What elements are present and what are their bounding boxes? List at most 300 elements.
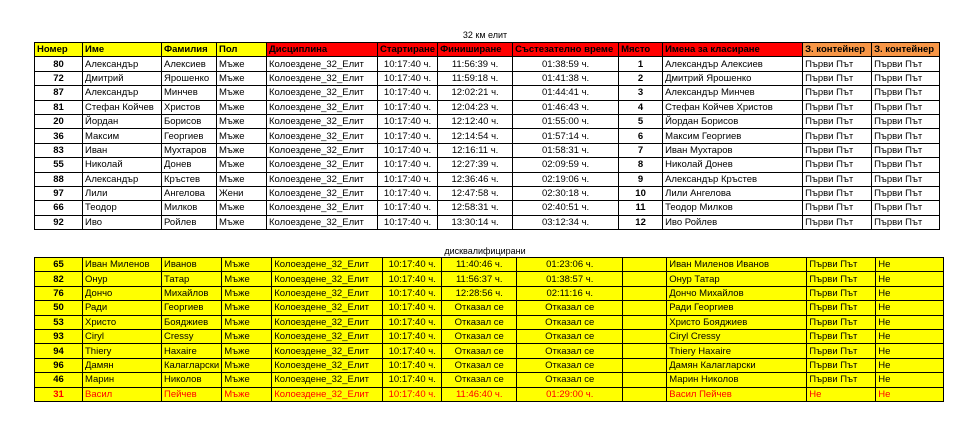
number-cell: 92	[35, 215, 83, 229]
sex-cell: Мъже	[222, 301, 272, 315]
start-cell: 10:17:40 ч.	[378, 71, 438, 85]
container-1-cell: Първи Път	[807, 286, 876, 300]
place-cell	[623, 358, 667, 372]
discipline-cell: Колоездене_32_Елит	[272, 315, 383, 329]
sex-cell: Мъже	[217, 158, 267, 172]
start-cell: 10:17:40 ч.	[378, 86, 438, 100]
container-1-cell: Първи Път	[807, 358, 876, 372]
last-name-cell: Михайлов	[162, 286, 222, 300]
header-finish: Финиширане	[438, 43, 513, 57]
container-2-cell: Не	[876, 315, 944, 329]
result-row	[35, 129, 940, 143]
ranking-name-cell: Александър Кръстев	[663, 172, 803, 186]
start-cell: 10:17:40 ч.	[383, 258, 442, 272]
start-cell: 10:17:40 ч.	[378, 158, 438, 172]
ranking-name-cell: Лили Ангелова	[663, 186, 803, 200]
ranking-name-cell: Стефан Койчев Христов	[663, 100, 803, 114]
ranking-name-cell: Thiery Haxaire	[667, 344, 807, 358]
result-row	[35, 114, 940, 128]
disqualified-row	[35, 358, 944, 372]
ranking-name-cell: Максим Георгиев	[663, 129, 803, 143]
sex-cell: Мъже	[217, 172, 267, 186]
container-2-cell: Първи Път	[872, 129, 940, 143]
start-cell: 10:17:40 ч.	[383, 358, 442, 372]
place-cell	[623, 387, 667, 401]
container-2-cell: Първи Път	[872, 186, 940, 200]
discipline-cell: Колоездене_32_Елит	[272, 329, 383, 343]
first-name-cell: Ради	[83, 301, 162, 315]
finish-cell: 11:56:39 ч.	[438, 57, 513, 71]
number-cell: 96	[35, 358, 83, 372]
first-name-cell: Александър	[83, 172, 162, 186]
ranking-name-cell: Марин Николов	[667, 373, 807, 387]
race-time-cell: 01:23:06 ч.	[517, 258, 623, 272]
race-time-cell: 01:41:38 ч.	[513, 71, 619, 85]
first-name-cell: Васил	[83, 387, 162, 401]
container-2-cell: Първи Път	[872, 143, 940, 157]
place-cell	[623, 315, 667, 329]
number-cell: 66	[35, 201, 83, 215]
container-1-cell: Първи Път	[803, 86, 872, 100]
result-row	[35, 186, 940, 200]
race-time-cell: Отказал се	[517, 358, 623, 372]
finish-cell: 12:12:40 ч.	[438, 114, 513, 128]
number-cell: 20	[35, 114, 83, 128]
race-time-cell: 03:12:34 ч.	[513, 215, 619, 229]
container-2-cell: Първи Път	[872, 172, 940, 186]
container-1-cell: Първи Път	[807, 315, 876, 329]
number-cell: 80	[35, 57, 83, 71]
place-cell: 5	[619, 114, 663, 128]
finish-cell: 12:47:58 ч.	[438, 186, 513, 200]
race-time-cell: Отказал се	[517, 344, 623, 358]
start-cell: 10:17:40 ч.	[383, 315, 442, 329]
first-name-cell: Иван Миленов	[83, 258, 162, 272]
last-name-cell: Ангелова	[162, 186, 217, 200]
race-time-cell: 01:38:59 ч.	[513, 57, 619, 71]
race-time-cell: 02:19:06 ч.	[513, 172, 619, 186]
container-1-cell: Първи Път	[803, 100, 872, 114]
number-cell: 53	[35, 315, 83, 329]
discipline-cell: Колоездене_32_Елит	[272, 358, 383, 372]
discipline-cell: Колоездене_32_Елит	[267, 100, 378, 114]
sex-cell: Мъже	[222, 286, 272, 300]
place-cell	[623, 272, 667, 286]
discipline-cell: Колоездене_32_Елит	[267, 215, 378, 229]
results-table	[34, 42, 940, 230]
container-1-cell: Първи Път	[803, 57, 872, 71]
number-cell: 81	[35, 100, 83, 114]
result-row	[35, 100, 940, 114]
results-title: 32 км елит	[462, 30, 508, 40]
disqualified-row	[35, 272, 944, 286]
disqualified-row	[35, 387, 944, 401]
disqualified-row	[35, 286, 944, 300]
race-time-cell: 01:55:00 ч.	[513, 114, 619, 128]
first-name-cell: Стефан Койчев	[83, 100, 162, 114]
start-cell: 10:17:40 ч.	[383, 272, 442, 286]
place-cell: 12	[619, 215, 663, 229]
first-name-cell: Максим	[83, 129, 162, 143]
last-name-cell: Мухтаров	[162, 143, 217, 157]
finish-cell: Отказал се	[442, 358, 517, 372]
ranking-name-cell: Теодор Милков	[663, 201, 803, 215]
place-cell	[623, 258, 667, 272]
place-cell	[623, 301, 667, 315]
first-name-cell: Николай	[83, 158, 162, 172]
header-race-time: Състезателно време	[513, 43, 619, 57]
last-name-cell: Кръстев	[162, 172, 217, 186]
container-1-cell: Първи Път	[803, 201, 872, 215]
ranking-name-cell: Дончо Михайлов	[667, 286, 807, 300]
finish-cell: Отказал се	[442, 344, 517, 358]
last-name-cell: Пейчев	[162, 387, 222, 401]
race-time-cell: 01:58:31 ч.	[513, 143, 619, 157]
disqualified-row	[35, 373, 944, 387]
sex-cell: Мъже	[222, 358, 272, 372]
last-name-cell: Cressy	[162, 329, 222, 343]
sex-cell: Мъже	[222, 344, 272, 358]
race-time-cell: 01:46:43 ч.	[513, 100, 619, 114]
header-first-name: Име	[83, 43, 162, 57]
header-discipline: Дисциплина	[267, 43, 378, 57]
container-2-cell: Първи Път	[872, 215, 940, 229]
result-row	[35, 143, 940, 157]
last-name-cell: Калагларски	[162, 358, 222, 372]
start-cell: 10:17:40 ч.	[378, 129, 438, 143]
result-row	[35, 57, 940, 71]
discipline-cell: Колоездене_32_Елит	[267, 86, 378, 100]
finish-cell: 11:40:46 ч.	[442, 258, 517, 272]
finish-cell: 12:14:54 ч.	[438, 129, 513, 143]
ranking-name-cell: Иван Миленов Иванов	[667, 258, 807, 272]
ranking-name-cell: Йордан Борисов	[663, 114, 803, 128]
sex-cell: Мъже	[217, 86, 267, 100]
last-name-cell: Николов	[162, 373, 222, 387]
place-cell	[623, 373, 667, 387]
disqualified-row	[35, 258, 944, 272]
finish-cell: 12:27:39 ч.	[438, 158, 513, 172]
first-name-cell: Христо	[83, 315, 162, 329]
header-container-2: З. контейнер	[872, 43, 940, 57]
number-cell: 88	[35, 172, 83, 186]
disqualified-row	[35, 329, 944, 343]
place-cell: 3	[619, 86, 663, 100]
place-cell: 10	[619, 186, 663, 200]
container-1-cell: Първи Път	[807, 272, 876, 286]
first-name-cell: Александър	[83, 57, 162, 71]
last-name-cell: Минчев	[162, 86, 217, 100]
race-time-cell: Отказал се	[517, 373, 623, 387]
place-cell: 4	[619, 100, 663, 114]
discipline-cell: Колоездене_32_Елит	[267, 129, 378, 143]
last-name-cell: Милков	[162, 201, 217, 215]
ranking-name-cell: Васил Пейчев	[667, 387, 807, 401]
sex-cell: Мъже	[222, 315, 272, 329]
place-cell: 2	[619, 71, 663, 85]
header-container-1: З. контейнер	[803, 43, 872, 57]
race-time-cell: 02:40:51 ч.	[513, 201, 619, 215]
container-2-cell: Не	[876, 344, 944, 358]
ranking-name-cell: Иво Ройлев	[663, 215, 803, 229]
sex-cell: Мъже	[217, 129, 267, 143]
discipline-cell: Колоездене_32_Елит	[272, 387, 383, 401]
ranking-name-cell: Дмитрий Ярошенко	[663, 71, 803, 85]
first-name-cell: Дончо	[83, 286, 162, 300]
container-1-cell: Не	[807, 387, 876, 401]
ranking-name-cell: Александър Минчев	[663, 86, 803, 100]
last-name-cell: Христов	[162, 100, 217, 114]
discipline-cell: Колоездене_32_Елит	[267, 71, 378, 85]
first-name-cell: Онур	[83, 272, 162, 286]
place-cell	[623, 329, 667, 343]
result-row	[35, 201, 940, 215]
container-2-cell: Първи Път	[872, 114, 940, 128]
race-time-cell: 01:29:00 ч.	[517, 387, 623, 401]
sex-cell: Мъже	[222, 329, 272, 343]
finish-cell: 12:36:46 ч.	[438, 172, 513, 186]
discipline-cell: Колоездене_32_Елит	[272, 286, 383, 300]
finish-cell: 13:30:14 ч.	[438, 215, 513, 229]
race-time-cell: 02:09:59 ч.	[513, 158, 619, 172]
start-cell: 10:17:40 ч.	[383, 387, 442, 401]
place-cell: 7	[619, 143, 663, 157]
start-cell: 10:17:40 ч.	[383, 373, 442, 387]
finish-cell: 11:59:18 ч.	[438, 71, 513, 85]
start-cell: 10:17:40 ч.	[378, 186, 438, 200]
finish-cell: 12:04:23 ч.	[438, 100, 513, 114]
header-ranking-name: Имена за класиране	[663, 43, 803, 57]
race-time-cell: 01:38:57 ч.	[517, 272, 623, 286]
sex-cell: Мъже	[217, 201, 267, 215]
container-2-cell: Не	[876, 358, 944, 372]
number-cell: 97	[35, 186, 83, 200]
container-1-cell: Първи Път	[803, 114, 872, 128]
last-name-cell: Георгиев	[162, 301, 222, 315]
container-2-cell: Не	[876, 373, 944, 387]
race-time-cell: Отказал се	[517, 329, 623, 343]
discipline-cell: Колоездене_32_Елит	[267, 114, 378, 128]
finish-cell: 12:58:31 ч.	[438, 201, 513, 215]
race-time-cell: Отказал се	[517, 315, 623, 329]
container-2-cell: Първи Път	[872, 201, 940, 215]
container-1-cell: Първи Път	[803, 129, 872, 143]
first-name-cell: Дмитрий	[83, 71, 162, 85]
last-name-cell: Ярошенко	[162, 71, 217, 85]
container-2-cell: Първи Път	[872, 57, 940, 71]
number-cell: 46	[35, 373, 83, 387]
header-last-name: Фамилия	[162, 43, 217, 57]
sex-cell: Мъже	[217, 143, 267, 157]
number-cell: 94	[35, 344, 83, 358]
header-start: Стартиране	[378, 43, 438, 57]
finish-cell: Отказал се	[442, 301, 517, 315]
finish-cell: Отказал се	[442, 315, 517, 329]
first-name-cell: Иван	[83, 143, 162, 157]
place-cell: 11	[619, 201, 663, 215]
container-2-cell: Не	[876, 286, 944, 300]
start-cell: 10:17:40 ч.	[378, 114, 438, 128]
last-name-cell: Иванов	[162, 258, 222, 272]
start-cell: 10:17:40 ч.	[378, 57, 438, 71]
sex-cell: Мъже	[217, 215, 267, 229]
place-cell	[623, 286, 667, 300]
number-cell: 72	[35, 71, 83, 85]
discipline-cell: Колоездене_32_Елит	[272, 301, 383, 315]
finish-cell: 12:02:21 ч.	[438, 86, 513, 100]
sex-cell: Мъже	[222, 272, 272, 286]
number-cell: 50	[35, 301, 83, 315]
container-1-cell: Първи Път	[803, 186, 872, 200]
discipline-cell: Колоездене_32_Елит	[267, 57, 378, 71]
result-row	[35, 71, 940, 85]
place-cell: 9	[619, 172, 663, 186]
number-cell: 87	[35, 86, 83, 100]
ranking-name-cell: Ciryl Cressy	[667, 329, 807, 343]
disqualified-row	[35, 315, 944, 329]
container-1-cell: Първи Път	[803, 158, 872, 172]
container-2-cell: Не	[876, 387, 944, 401]
sex-cell: Мъже	[217, 100, 267, 114]
container-2-cell: Не	[876, 258, 944, 272]
finish-cell: 11:46:40 ч.	[442, 387, 517, 401]
start-cell: 10:17:40 ч.	[383, 344, 442, 358]
ranking-name-cell: Дамян Калагларски	[667, 358, 807, 372]
last-name-cell: Борисов	[162, 114, 217, 128]
header-number: Номер	[35, 43, 83, 57]
discipline-cell: Колоездене_32_Елит	[267, 201, 378, 215]
sex-cell: Жени	[217, 186, 267, 200]
place-cell: 1	[619, 57, 663, 71]
first-name-cell: Йордан	[83, 114, 162, 128]
disqualified-row	[35, 301, 944, 315]
place-cell	[623, 344, 667, 358]
container-1-cell: Първи Път	[803, 143, 872, 157]
disqualified-table	[34, 257, 944, 402]
sex-cell: Мъже	[217, 57, 267, 71]
discipline-cell: Колоездене_32_Елит	[267, 172, 378, 186]
container-2-cell: Първи Път	[872, 158, 940, 172]
container-1-cell: Първи Път	[807, 258, 876, 272]
ranking-name-cell: Александър Алексиев	[663, 57, 803, 71]
number-cell: 31	[35, 387, 83, 401]
disqualified-row	[35, 344, 944, 358]
start-cell: 10:17:40 ч.	[383, 301, 442, 315]
sex-cell: Мъже	[222, 373, 272, 387]
container-2-cell: Не	[876, 329, 944, 343]
finish-cell: 12:28:56 ч.	[442, 286, 517, 300]
last-name-cell: Донев	[162, 158, 217, 172]
result-row	[35, 86, 940, 100]
race-time-cell: 02:30:18 ч.	[513, 186, 619, 200]
container-2-cell: Не	[876, 272, 944, 286]
sex-cell: Мъже	[217, 71, 267, 85]
finish-cell: 12:16:11 ч.	[438, 143, 513, 157]
first-name-cell: Александър	[83, 86, 162, 100]
number-cell: 36	[35, 129, 83, 143]
header-row	[35, 43, 940, 57]
last-name-cell: Бояджиев	[162, 315, 222, 329]
first-name-cell: Теодор	[83, 201, 162, 215]
disqualified-title: дисквалифицирани	[444, 246, 526, 256]
first-name-cell: Иво	[83, 215, 162, 229]
ranking-name-cell: Иван Мухтаров	[663, 143, 803, 157]
first-name-cell: Ciryl	[83, 329, 162, 343]
race-time-cell: 02:11:16 ч.	[517, 286, 623, 300]
first-name-cell: Дамян	[83, 358, 162, 372]
discipline-cell: Колоездене_32_Елит	[272, 373, 383, 387]
start-cell: 10:17:40 ч.	[378, 172, 438, 186]
discipline-cell: Колоездене_32_Елит	[272, 344, 383, 358]
discipline-cell: Колоездене_32_Елит	[267, 186, 378, 200]
container-1-cell: Първи Път	[803, 172, 872, 186]
container-1-cell: Първи Път	[807, 344, 876, 358]
container-2-cell: Първи Път	[872, 86, 940, 100]
place-cell: 8	[619, 158, 663, 172]
start-cell: 10:17:40 ч.	[378, 215, 438, 229]
container-2-cell: Първи Път	[872, 100, 940, 114]
race-time-cell: Отказал се	[517, 301, 623, 315]
finish-cell: Отказал се	[442, 329, 517, 343]
ranking-name-cell: Николай Донев	[663, 158, 803, 172]
last-name-cell: Ройлев	[162, 215, 217, 229]
container-1-cell: Първи Път	[807, 329, 876, 343]
place-cell: 6	[619, 129, 663, 143]
start-cell: 10:17:40 ч.	[383, 286, 442, 300]
sex-cell: Мъже	[222, 258, 272, 272]
header-place: Място	[619, 43, 663, 57]
number-cell: 55	[35, 158, 83, 172]
result-row	[35, 215, 940, 229]
race-time-cell: 01:57:14 ч.	[513, 129, 619, 143]
last-name-cell: Татар	[162, 272, 222, 286]
last-name-cell: Алексиев	[162, 57, 217, 71]
ranking-name-cell: Ради Георгиев	[667, 301, 807, 315]
container-2-cell: Не	[876, 301, 944, 315]
race-time-cell: 01:44:41 ч.	[513, 86, 619, 100]
start-cell: 10:17:40 ч.	[378, 201, 438, 215]
first-name-cell: Лили	[83, 186, 162, 200]
number-cell: 93	[35, 329, 83, 343]
container-1-cell: Първи Път	[803, 71, 872, 85]
start-cell: 10:17:40 ч.	[383, 329, 442, 343]
result-row	[35, 158, 940, 172]
sex-cell: Мъже	[222, 387, 272, 401]
number-cell: 65	[35, 258, 83, 272]
finish-cell: 11:56:37 ч.	[442, 272, 517, 286]
discipline-cell: Колоездене_32_Елит	[272, 272, 383, 286]
header-sex: Пол	[217, 43, 267, 57]
number-cell: 82	[35, 272, 83, 286]
last-name-cell: Haxaire	[162, 344, 222, 358]
first-name-cell: Марин	[83, 373, 162, 387]
start-cell: 10:17:40 ч.	[378, 143, 438, 157]
last-name-cell: Георгиев	[162, 129, 217, 143]
container-1-cell: Първи Път	[803, 215, 872, 229]
discipline-cell: Колоездене_32_Елит	[272, 258, 383, 272]
sex-cell: Мъже	[217, 114, 267, 128]
start-cell: 10:17:40 ч.	[378, 100, 438, 114]
number-cell: 83	[35, 143, 83, 157]
first-name-cell: Thiery	[83, 344, 162, 358]
discipline-cell: Колоездене_32_Елит	[267, 143, 378, 157]
ranking-name-cell: Христо Бояджиев	[667, 315, 807, 329]
container-2-cell: Първи Път	[872, 71, 940, 85]
number-cell: 76	[35, 286, 83, 300]
discipline-cell: Колоездене_32_Елит	[267, 158, 378, 172]
result-row	[35, 172, 940, 186]
ranking-name-cell: Онур Татар	[667, 272, 807, 286]
